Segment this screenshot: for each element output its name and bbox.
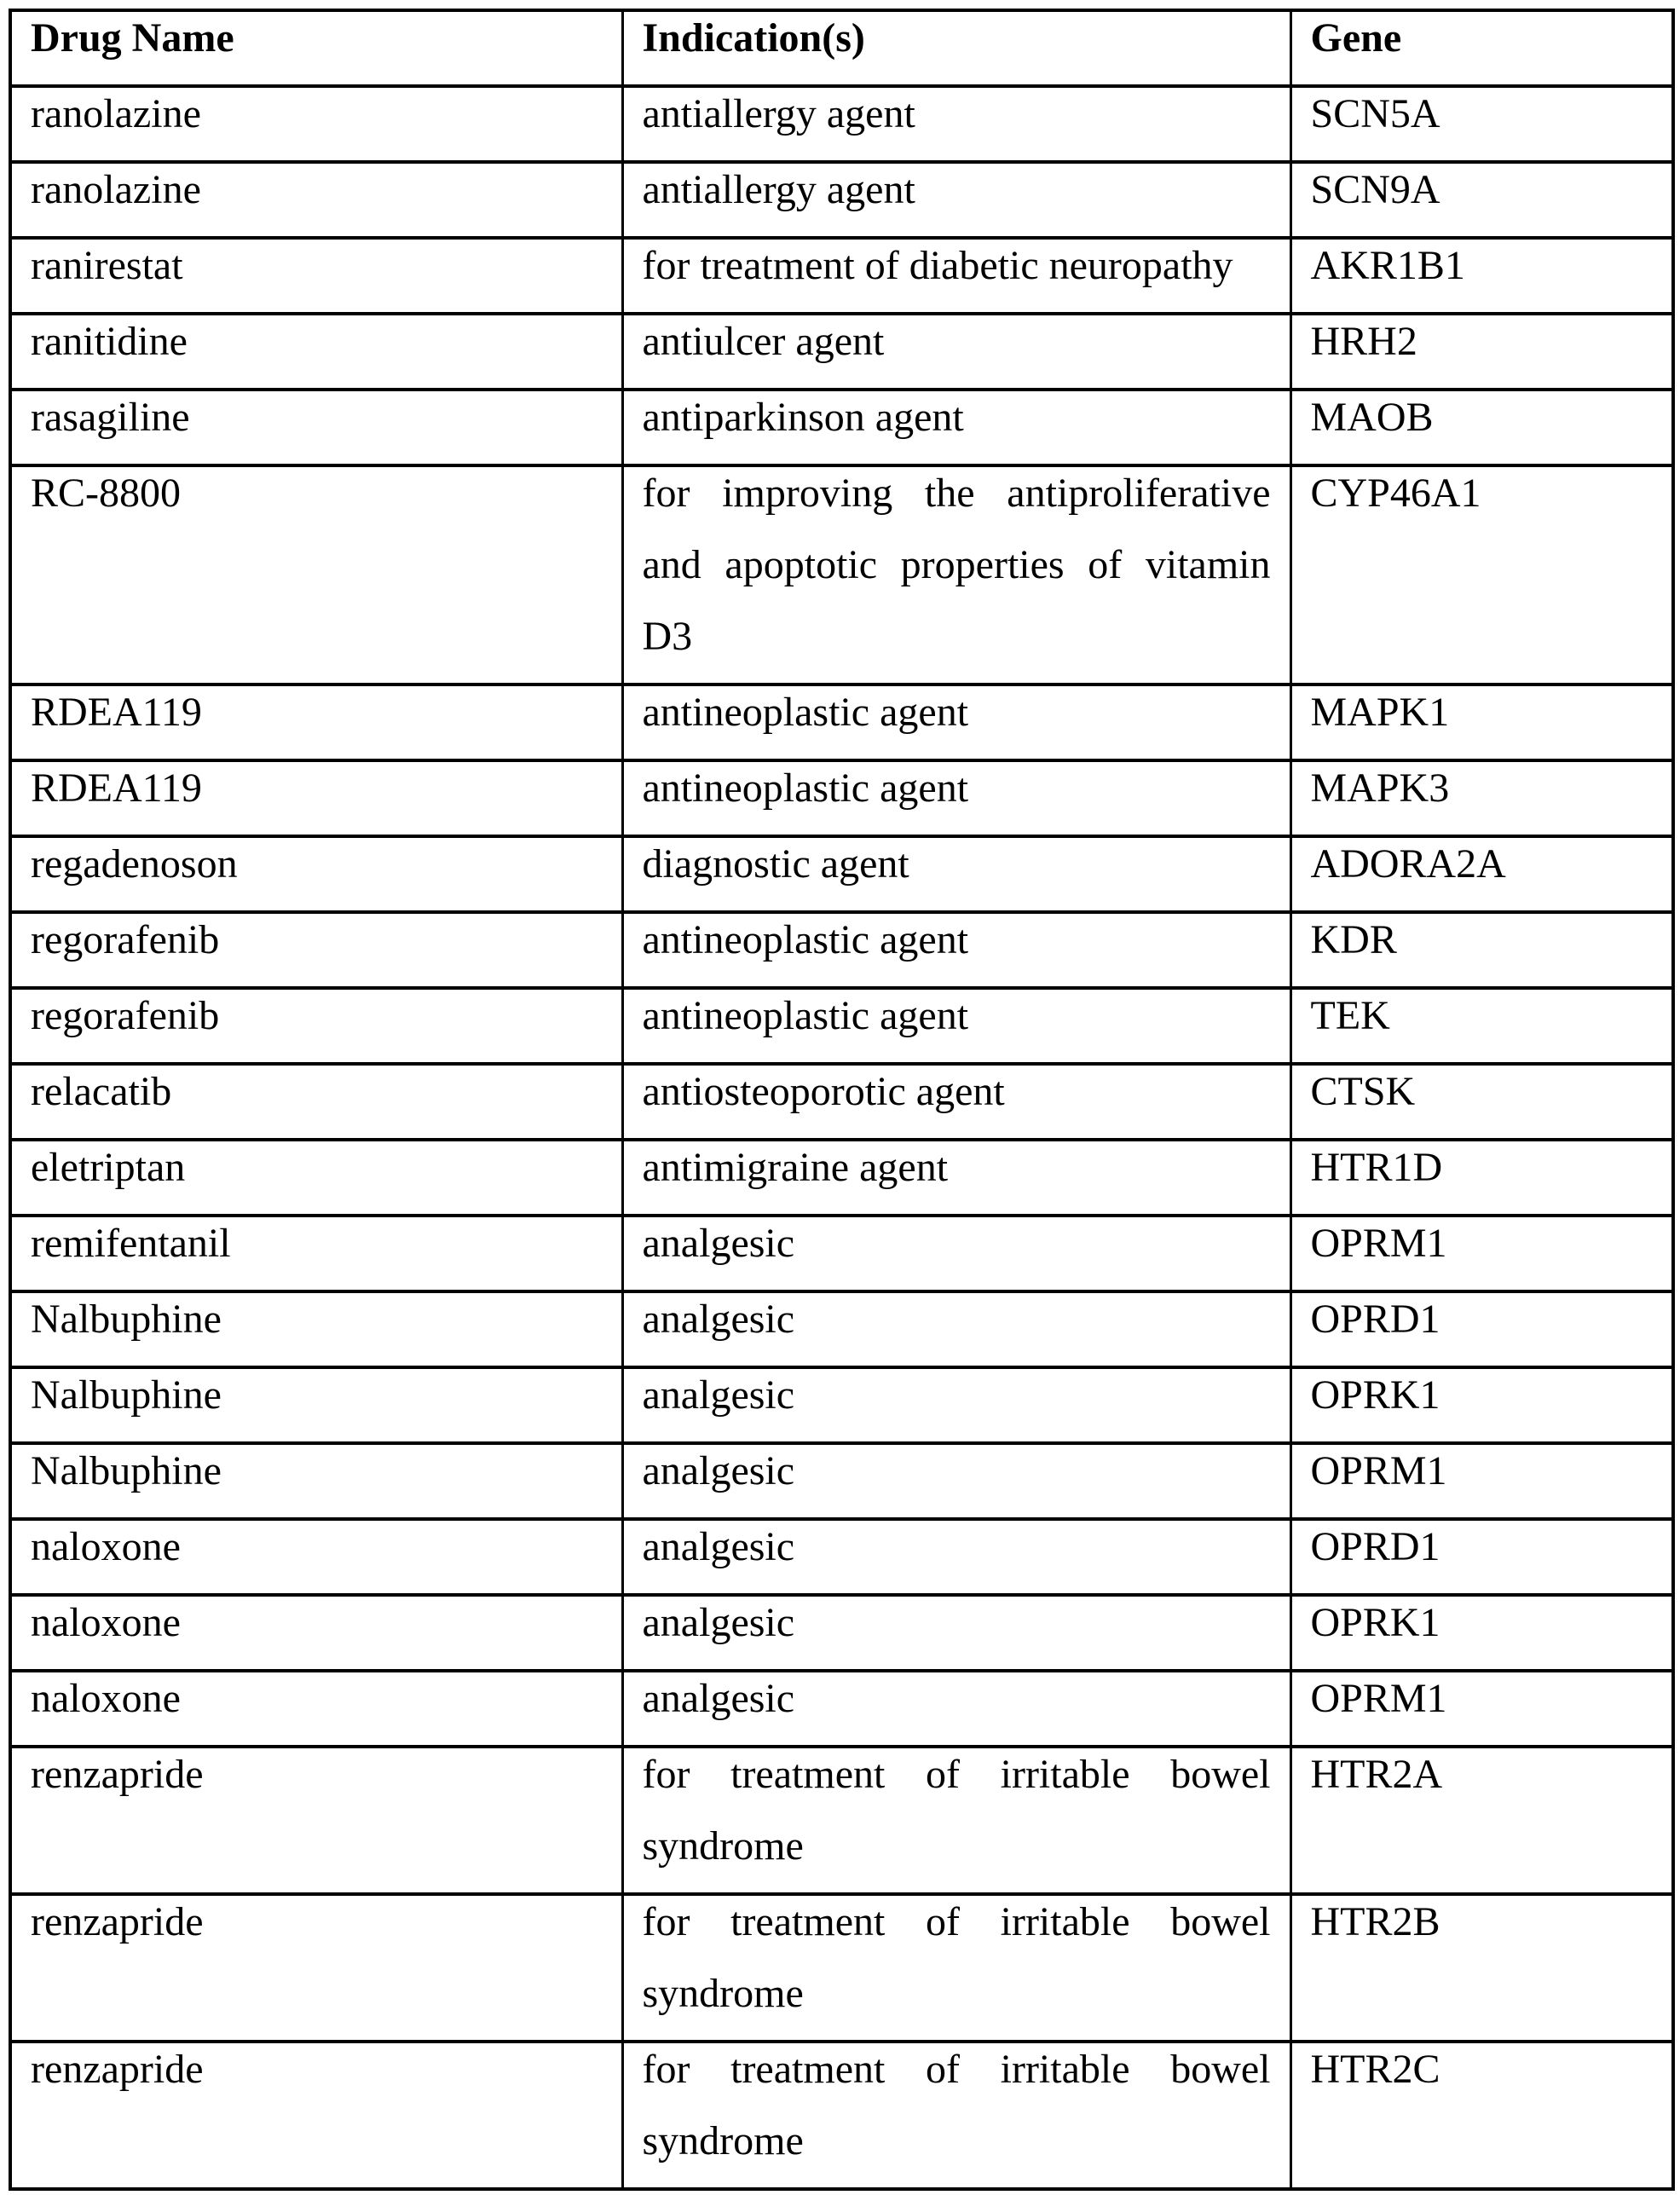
drug-name: Nalbuphine — [31, 1297, 222, 1342]
indication-cell — [622, 912, 1290, 988]
indication: diagnostic agent — [642, 841, 909, 887]
table-body — [10, 86, 1673, 2189]
indication-cell — [622, 1671, 1290, 1747]
table-row — [10, 1894, 1673, 2042]
indication-cell — [622, 1064, 1290, 1140]
table-row — [10, 1064, 1673, 1140]
drug-name-cell — [10, 314, 622, 390]
table-row — [10, 1291, 1673, 1367]
drug-name-cell — [10, 1367, 622, 1443]
table-row — [10, 988, 1673, 1064]
drug-name-cell — [10, 1894, 622, 2042]
indication-cell — [622, 684, 1290, 760]
gene-cell — [1290, 1443, 1673, 1519]
table-row — [10, 314, 1673, 390]
indication: analgesic — [642, 1524, 795, 1569]
gene-cell — [1290, 760, 1673, 836]
table-row — [10, 760, 1673, 836]
drug-name: eletriptan — [31, 1145, 186, 1190]
gene: AKR1B1 — [1310, 243, 1465, 288]
drug-name: renzapride — [31, 1899, 204, 1944]
indication-cell — [622, 86, 1290, 162]
gene-cell — [1290, 684, 1673, 760]
gene-cell — [1290, 390, 1673, 465]
gene-cell — [1290, 836, 1673, 912]
gene: HTR1D — [1310, 1145, 1443, 1190]
indication-cell — [622, 1519, 1290, 1595]
gene-cell — [1290, 988, 1673, 1064]
drug-name-cell — [10, 1064, 622, 1140]
gene: HTR2B — [1310, 1899, 1440, 1944]
gene-cell — [1290, 86, 1673, 162]
indication: antimigraine agent — [642, 1145, 949, 1190]
indication-cell — [622, 2042, 1290, 2189]
gene-cell — [1290, 1519, 1673, 1595]
gene: MAOB — [1310, 395, 1434, 440]
gene: OPRK1 — [1310, 1600, 1440, 1645]
table-row — [10, 2042, 1673, 2189]
table-row — [10, 684, 1673, 760]
drug-name-cell — [10, 912, 622, 988]
column-header-indications — [622, 10, 1290, 86]
gene-cell — [1290, 238, 1673, 314]
drug-name: regorafenib — [31, 993, 220, 1038]
indication-cell — [622, 1595, 1290, 1671]
table-row — [10, 1140, 1673, 1216]
drug-name-cell — [10, 760, 622, 836]
drug-name-cell — [10, 1443, 622, 1519]
drug-name-cell — [10, 238, 622, 314]
indication-cell — [622, 1367, 1290, 1443]
gene: TEK — [1310, 993, 1390, 1038]
drug-name-cell — [10, 1140, 622, 1216]
drug-name-cell — [10, 1747, 622, 1894]
indication-cell — [622, 162, 1290, 238]
gene: MAPK3 — [1310, 765, 1450, 811]
indication-cell — [622, 1216, 1290, 1291]
drug-name: RDEA119 — [31, 690, 202, 735]
indication: antiallergy agent — [642, 167, 915, 212]
indication-cell — [622, 1894, 1290, 2042]
drug-name: relacatib — [31, 1069, 172, 1114]
indication: antiosteoporotic agent — [642, 1069, 1005, 1114]
gene-cell — [1290, 314, 1673, 390]
drug-name: naloxone — [31, 1600, 181, 1645]
drug-name: renzapride — [31, 2047, 204, 2092]
drug-name: rasagiline — [31, 395, 190, 440]
gene-cell — [1290, 912, 1673, 988]
table-row — [10, 836, 1673, 912]
indication: analgesic — [642, 1448, 795, 1493]
gene: HRH2 — [1310, 319, 1417, 364]
gene-cell — [1290, 1291, 1673, 1367]
drug-name: RDEA119 — [31, 765, 202, 811]
drug-name-cell — [10, 1216, 622, 1291]
table-row — [10, 912, 1673, 988]
indication: for treatment of diabetic neuropathy — [642, 243, 1233, 288]
gene-cell — [1290, 1064, 1673, 1140]
gene-cell — [1290, 162, 1673, 238]
indication: analgesic — [642, 1600, 795, 1645]
gene: HTR2A — [1310, 1752, 1443, 1797]
drug-name: ranirestat — [31, 243, 183, 288]
drug-name: renzapride — [31, 1752, 204, 1797]
indication: antineoplastic agent — [642, 993, 969, 1038]
indication-cell — [622, 465, 1290, 684]
table-row — [10, 1443, 1673, 1519]
indication: for treatment of irritable bowel syndrome — [642, 2047, 1271, 2163]
indication-cell — [622, 314, 1290, 390]
drug-name-cell — [10, 1519, 622, 1595]
gene: OPRM1 — [1310, 1448, 1447, 1493]
indication-cell — [622, 1747, 1290, 1894]
gene: OPRK1 — [1310, 1372, 1440, 1418]
indication: antiparkinson agent — [642, 395, 964, 440]
table-row — [10, 1595, 1673, 1671]
gene: HTR2C — [1310, 2047, 1440, 2092]
table-row — [10, 86, 1673, 162]
header-label: Gene — [1310, 15, 1402, 61]
drug-name-cell — [10, 2042, 622, 2189]
indication-cell — [622, 1443, 1290, 1519]
drug-name-cell — [10, 162, 622, 238]
indication: for treatment of irritable bowel syndrome — [642, 1899, 1271, 2016]
drug-name-cell — [10, 836, 622, 912]
gene: OPRD1 — [1310, 1524, 1440, 1569]
gene-cell — [1290, 1894, 1673, 2042]
gene: CYP46A1 — [1310, 471, 1481, 516]
gene: ADORA2A — [1310, 841, 1506, 887]
indication-cell — [622, 988, 1290, 1064]
indication-cell — [622, 760, 1290, 836]
gene-cell — [1290, 1595, 1673, 1671]
table-row — [10, 238, 1673, 314]
table-row — [10, 465, 1673, 684]
drug-name: naloxone — [31, 1676, 181, 1721]
indication: analgesic — [642, 1297, 795, 1342]
indication: analgesic — [642, 1372, 795, 1418]
drug-name-cell — [10, 1595, 622, 1671]
drug-name-cell — [10, 684, 622, 760]
drug-name: ranolazine — [31, 167, 201, 212]
table-row — [10, 390, 1673, 465]
gene-cell — [1290, 1367, 1673, 1443]
gene-cell — [1290, 465, 1673, 684]
drug-name-cell — [10, 988, 622, 1064]
gene-cell — [1290, 1140, 1673, 1216]
indication: for improving the antiproliferative and apoptotic properties of vitamin D3 — [642, 471, 1271, 659]
indication-cell — [622, 1140, 1290, 1216]
indication-cell — [622, 390, 1290, 465]
column-header-gene — [1290, 10, 1673, 86]
table-row — [10, 1519, 1673, 1595]
gene: OPRM1 — [1310, 1221, 1447, 1266]
drug-name: Nalbuphine — [31, 1372, 222, 1418]
table-row — [10, 1747, 1673, 1894]
gene: SCN9A — [1310, 167, 1440, 212]
drug-name: RC-8800 — [31, 471, 182, 516]
indication: antiulcer agent — [642, 319, 885, 364]
indication: antineoplastic agent — [642, 765, 969, 811]
gene-cell — [1290, 1671, 1673, 1747]
indication: antiallergy agent — [642, 91, 915, 136]
indication-cell — [622, 238, 1290, 314]
drug-name: ranitidine — [31, 319, 188, 364]
drug-name: naloxone — [31, 1524, 181, 1569]
drug-name-cell — [10, 390, 622, 465]
column-header-drug-name — [10, 10, 622, 86]
header-label: Indication(s) — [642, 15, 865, 61]
drug-name-cell — [10, 86, 622, 162]
indication: antineoplastic agent — [642, 917, 969, 962]
gene-cell — [1290, 1747, 1673, 1894]
gene: CTSK — [1310, 1069, 1416, 1114]
drug-name: regadenoson — [31, 841, 238, 887]
drug-name-cell — [10, 1291, 622, 1367]
table-row — [10, 1671, 1673, 1747]
drug-gene-table — [9, 9, 1675, 2191]
table-row — [10, 1367, 1673, 1443]
gene: KDR — [1310, 917, 1397, 962]
indication: antineoplastic agent — [642, 690, 969, 735]
indication-cell — [622, 1291, 1290, 1367]
gene: OPRD1 — [1310, 1297, 1440, 1342]
indication: analgesic — [642, 1221, 795, 1266]
table-header-row — [10, 10, 1673, 86]
gene: SCN5A — [1310, 91, 1440, 136]
gene-cell — [1290, 1216, 1673, 1291]
table-row — [10, 162, 1673, 238]
gene-cell — [1290, 2042, 1673, 2189]
drug-name: regorafenib — [31, 917, 220, 962]
table-row — [10, 1216, 1673, 1291]
drug-name: Nalbuphine — [31, 1448, 222, 1493]
drug-name: ranolazine — [31, 91, 201, 136]
drug-name: remifentanil — [31, 1221, 231, 1266]
drug-name-cell — [10, 465, 622, 684]
gene: OPRM1 — [1310, 1676, 1447, 1721]
drug-name-cell — [10, 1671, 622, 1747]
indication: for treatment of irritable bowel syndrome — [642, 1752, 1271, 1869]
indication-cell — [622, 836, 1290, 912]
gene: MAPK1 — [1310, 690, 1450, 735]
indication: analgesic — [642, 1676, 795, 1721]
header-label: Drug Name — [31, 15, 234, 61]
